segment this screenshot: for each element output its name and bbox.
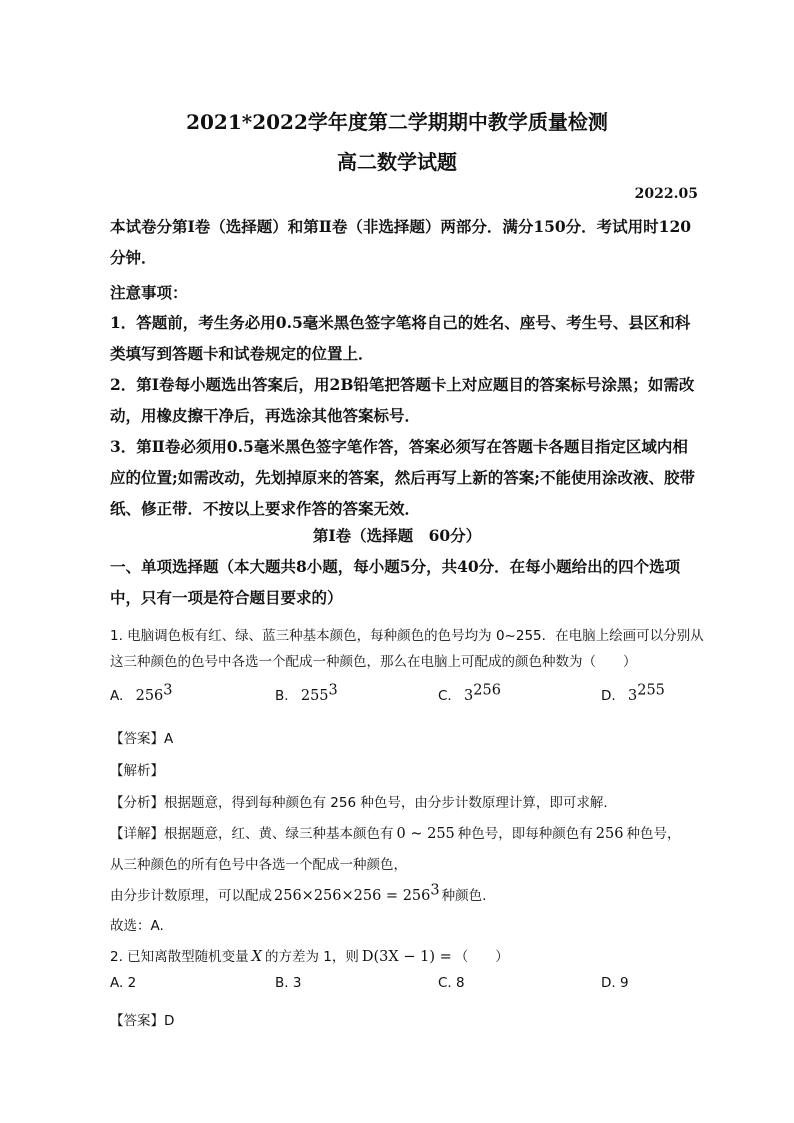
question-1-stem: 1. 电脑调色板有红、绿、蓝三种基本颜色，每种颜色的色号均为 0~255．在电脑上绘画可以分别从这三种颜色的色号中各选一个配成一种颜色，那么在电脑上可配成的颜色种数为（ ） bbox=[110, 628, 704, 670]
q2-stem-b: 的方差为 1，则 bbox=[265, 949, 359, 965]
question-1-line-2: 从三种颜色的所有色号中各选一个配成一种颜色， bbox=[110, 857, 407, 873]
question-2-answer: 【答案】D bbox=[110, 1013, 175, 1029]
option-d-base: 3 bbox=[627, 688, 638, 704]
option-c-base: 3 bbox=[464, 688, 474, 704]
line3-expression: 256×256×256 = 256 bbox=[274, 888, 431, 904]
xiangjie-range: 0 ~ 255 bbox=[396, 826, 455, 842]
question-1-xiangjie bbox=[110, 822, 680, 842]
question-1-analysis-label: 【解析】 bbox=[110, 763, 164, 779]
exam-intro: 本试卷分第Ⅰ卷（选择题）和第Ⅱ卷（非选择题）两部分．满分150分．考试用时120分钟． bbox=[110, 217, 692, 267]
option-d-label: D. bbox=[601, 688, 616, 704]
option-a bbox=[110, 682, 173, 704]
notice-item-1: 1．答题前，考生务必用0.5毫米黑色签字笔将自己的姓名、座号、考生号、县区和科类填写到答题卡和试卷规定的位置上． bbox=[110, 313, 691, 363]
option-c bbox=[438, 682, 501, 704]
question-1-answer: 【答案】A bbox=[110, 731, 174, 747]
option-a-exponent: 3 bbox=[163, 682, 173, 699]
exam-date: 2022.05 bbox=[634, 186, 698, 202]
q2-variable: X bbox=[251, 949, 262, 965]
question-1-options bbox=[110, 682, 706, 714]
question-1-choose: 故选：A. bbox=[110, 918, 164, 934]
q2-expression: D(3X − 1) = bbox=[361, 949, 452, 965]
xiangjie-text-c: 种色号， bbox=[626, 826, 681, 842]
option-d bbox=[601, 682, 665, 704]
question-1-line-3 bbox=[110, 884, 486, 904]
option-b-base: 255 bbox=[300, 688, 329, 704]
question-2-stem bbox=[110, 945, 509, 965]
option-a-base: 256 bbox=[135, 688, 164, 704]
xiangjie-number: 256 bbox=[595, 826, 624, 842]
xiangjie-text-a: 【详解】根据题意，红、黄、绿三种基本颜色有 bbox=[110, 826, 394, 842]
section-description: 一、单项选择题（本大题共8小题，每小题5分，共40分．在每小题给出的四个选项中，只有一项是符合题目要求的） bbox=[110, 557, 681, 607]
option-c-label: C. bbox=[438, 688, 452, 704]
question-1-fenxi: 【分析】根据题意，得到每种颜色有 256 种色号，由分步计数原理计算，即可求解. bbox=[110, 795, 608, 811]
notice-label: 注意事项： bbox=[110, 283, 188, 302]
exam-title: 2021*2022学年度第二学期期中教学质量检测 bbox=[186, 110, 608, 134]
notice-item-3: 3．第Ⅱ卷必须用0.5毫米黑色签字笔作答，答案必须写在答题卡各题目指定区域内相应的位置;如需改动，先划掉原来的答案，然后再写上新的答案;不能使用涂改液、胶带纸、修正带．不按以上要求作答的答案无效． bbox=[110, 437, 695, 518]
q2-option-c: C. 8 bbox=[438, 975, 465, 991]
q2-stem-c: （ ） bbox=[454, 949, 509, 965]
option-a-label: A. bbox=[110, 688, 124, 704]
q2-option-b: B. 3 bbox=[275, 975, 302, 991]
question-2-options bbox=[110, 975, 706, 1001]
line3-text-a: 由分步计数原理，可以配成 bbox=[110, 888, 272, 904]
q2-stem-a: 2. 已知离散型随机变量 bbox=[110, 949, 249, 965]
option-d-exponent: 255 bbox=[637, 682, 665, 699]
line3-text-b: 种颜色. bbox=[441, 888, 487, 904]
q2-option-d: D. 9 bbox=[601, 975, 629, 991]
exam-subtitle: 高二数学试题 bbox=[337, 150, 457, 174]
section-title: 第Ⅰ卷（选择题 60分） bbox=[312, 526, 482, 545]
option-c-exponent: 256 bbox=[473, 682, 501, 699]
q2-option-a: A. 2 bbox=[110, 975, 137, 991]
option-b bbox=[275, 682, 338, 704]
notice-item-2: 2．第Ⅰ卷每小题选出答案后，用2B铅笔把答题卡上对应题目的答案标号涂黑；如需改动，用橡皮擦干净后，再选涂其他答案标号． bbox=[110, 375, 695, 425]
option-b-exponent: 3 bbox=[328, 682, 338, 699]
line3-exponent: 3 bbox=[430, 882, 440, 899]
option-b-label: B. bbox=[275, 688, 289, 704]
xiangjie-text-b: 种色号，即每种颜色有 bbox=[457, 826, 593, 842]
